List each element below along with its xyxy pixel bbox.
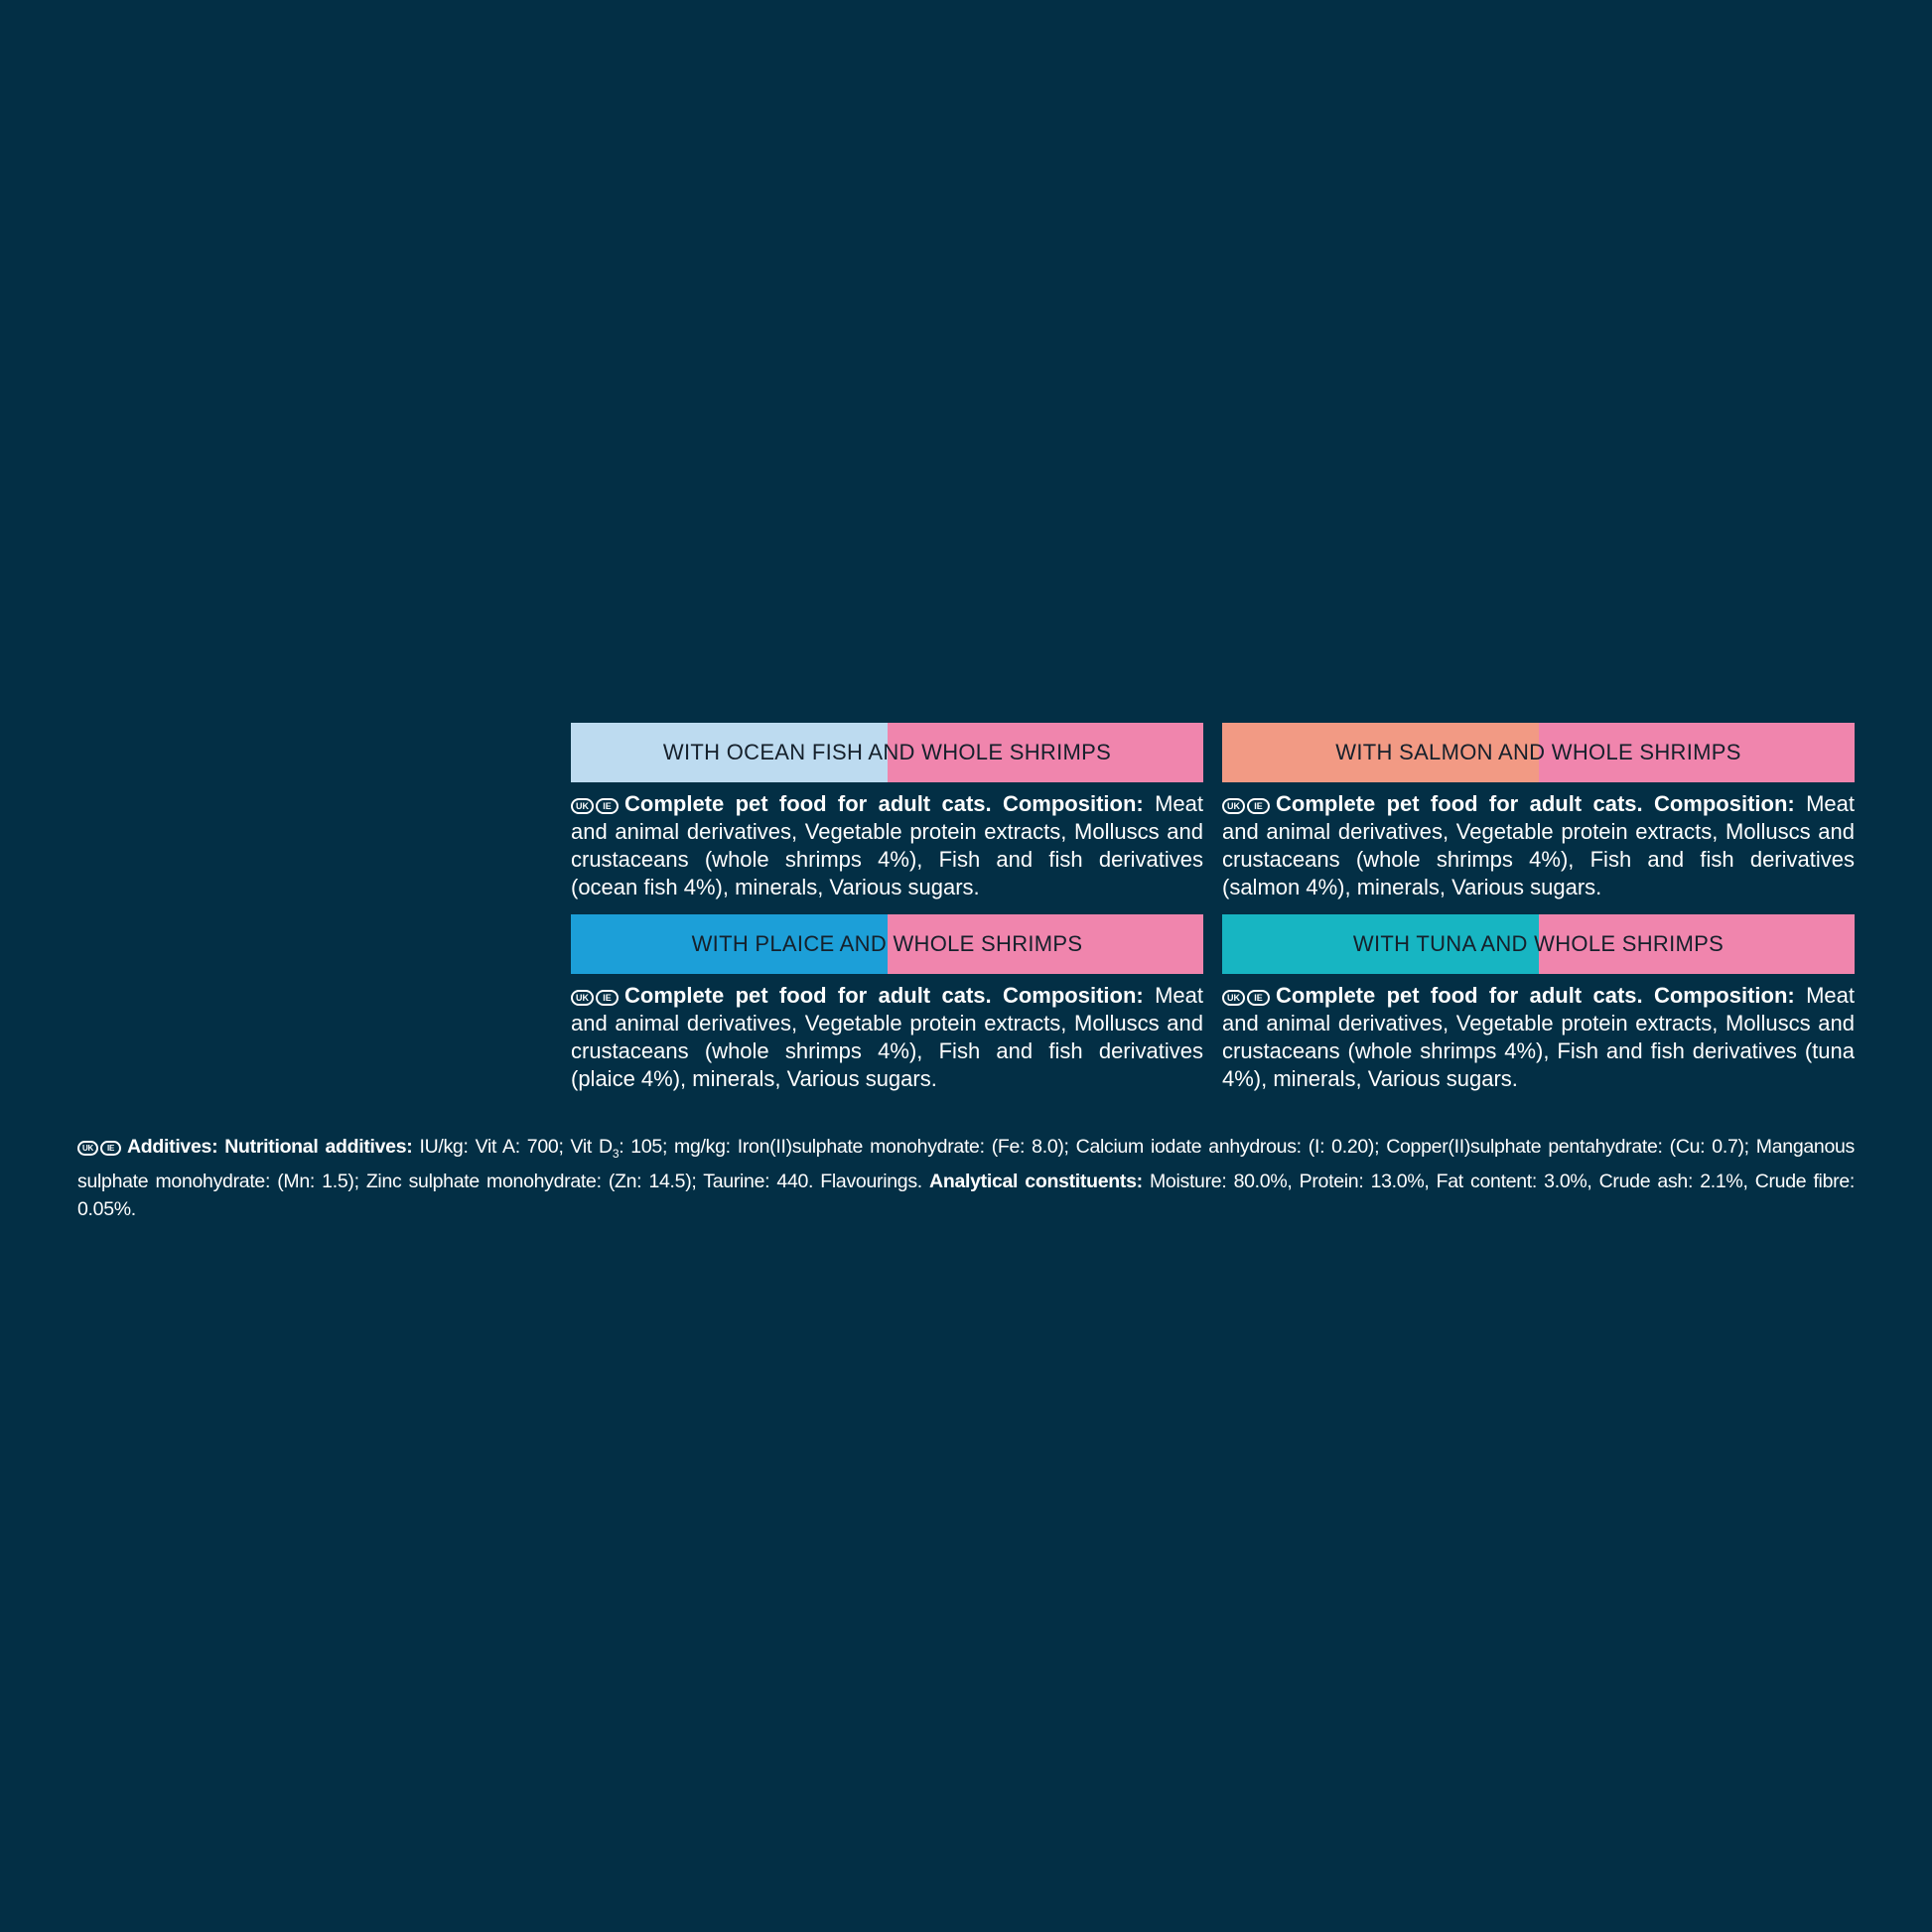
- uk-flag-icon: UK: [1222, 798, 1245, 814]
- composition-lead: Complete pet food for adult cats. Composition:: [624, 791, 1144, 816]
- additives-label: Additives:: [127, 1136, 218, 1158]
- composition-body: Meat and animal derivatives, Vegetable protein extracts, Molluscs and crustaceans (whole shrimps 4%), Fish and fish derivatives (salmon 4%), minerals, Various sugars.: [1222, 791, 1856, 899]
- variant-description: [571, 790, 1203, 901]
- additives-paragraph: [77, 1133, 1855, 1223]
- ie-flag-icon: IE: [596, 990, 619, 1006]
- variant-card-ocean-fish: [571, 723, 1203, 901]
- additives-text-b: : 105; mg/kg: Iron(II)sulphate monohydrate: (Fe: 8.0); Calcium iodate anhydrous: (I: 0.20); Copper(II)sulphate pentahydrate: (Cu: 0.7); Manganous sulphate monohydrate: (Mn: 1.5); Zinc sulphate monohydrate: (Zn: 14.5); Taurine: 440. Flavourings.: [77, 1136, 1855, 1192]
- variant-title: WITH OCEAN FISH AND WHOLE SHRIMPS: [662, 740, 1112, 764]
- variant-card-plaice: [571, 914, 1203, 1093]
- composition-lead: Complete pet food for adult cats. Composition:: [1276, 983, 1795, 1008]
- analytical-constituents-text: Moisture: 80.0%, Protein: 13.0%, Fat content: 3.0%, Crude ash: 2.1%, Crude fibre: 0.05%.: [77, 1170, 1855, 1220]
- nutritional-additives-label: Nutritional additives:: [224, 1136, 413, 1158]
- variant-banner: [571, 914, 1203, 974]
- variant-card-tuna: [1222, 914, 1855, 1093]
- variant-banner: [1222, 914, 1855, 974]
- composition-body: Meat and animal derivatives, Vegetable protein extracts, Molluscs and crustaceans (whole shrimps 4%), Fish and fish derivatives (tuna 4%), minerals, Various sugars.: [1222, 983, 1856, 1091]
- variant-title: WITH TUNA AND WHOLE SHRIMPS: [1352, 931, 1725, 956]
- variant-title: WITH SALMON AND WHOLE SHRIMPS: [1335, 740, 1741, 764]
- ie-flag-icon: IE: [1247, 990, 1270, 1006]
- composition-lead: Complete pet food for adult cats. Composition:: [1276, 791, 1795, 816]
- analytical-constituents-label: Analytical constituents:: [929, 1170, 1143, 1192]
- variant-banner: [571, 723, 1203, 782]
- uk-flag-icon: UK: [571, 990, 594, 1006]
- composition-body: Meat and animal derivatives, Vegetable protein extracts, Molluscs and crustaceans (whole shrimps 4%), Fish and fish derivatives (ocean fish 4%), minerals, Various sugars.: [571, 791, 1204, 899]
- uk-flag-icon: UK: [571, 798, 594, 814]
- composition-body: Meat and animal derivatives, Vegetable protein extracts, Molluscs and crustaceans (whole shrimps 4%), Fish and fish derivatives (plaice 4%), minerals, Various sugars.: [571, 983, 1204, 1091]
- country-flags: [1222, 791, 1272, 816]
- country-flags: [571, 791, 621, 816]
- variant-card-salmon: [1222, 723, 1855, 901]
- additives-text-a: IU/kg: Vit A: 700; Vit D: [419, 1136, 613, 1158]
- country-flags: [1222, 983, 1272, 1008]
- ie-flag-icon: IE: [100, 1141, 121, 1156]
- ie-flag-icon: IE: [596, 798, 619, 814]
- variant-title: WITH PLAICE AND WHOLE SHRIMPS: [691, 931, 1083, 956]
- variant-description: [1222, 790, 1855, 901]
- vit-d-subscript: 3: [612, 1146, 620, 1161]
- country-flags: [77, 1136, 123, 1158]
- country-flags: [571, 983, 621, 1008]
- variant-description: [571, 982, 1203, 1093]
- variant-description: [1222, 982, 1855, 1093]
- variant-banner: [1222, 723, 1855, 782]
- uk-flag-icon: UK: [77, 1141, 98, 1156]
- ie-flag-icon: IE: [1247, 798, 1270, 814]
- uk-flag-icon: UK: [1222, 990, 1245, 1006]
- composition-lead: Complete pet food for adult cats. Composition:: [624, 983, 1144, 1008]
